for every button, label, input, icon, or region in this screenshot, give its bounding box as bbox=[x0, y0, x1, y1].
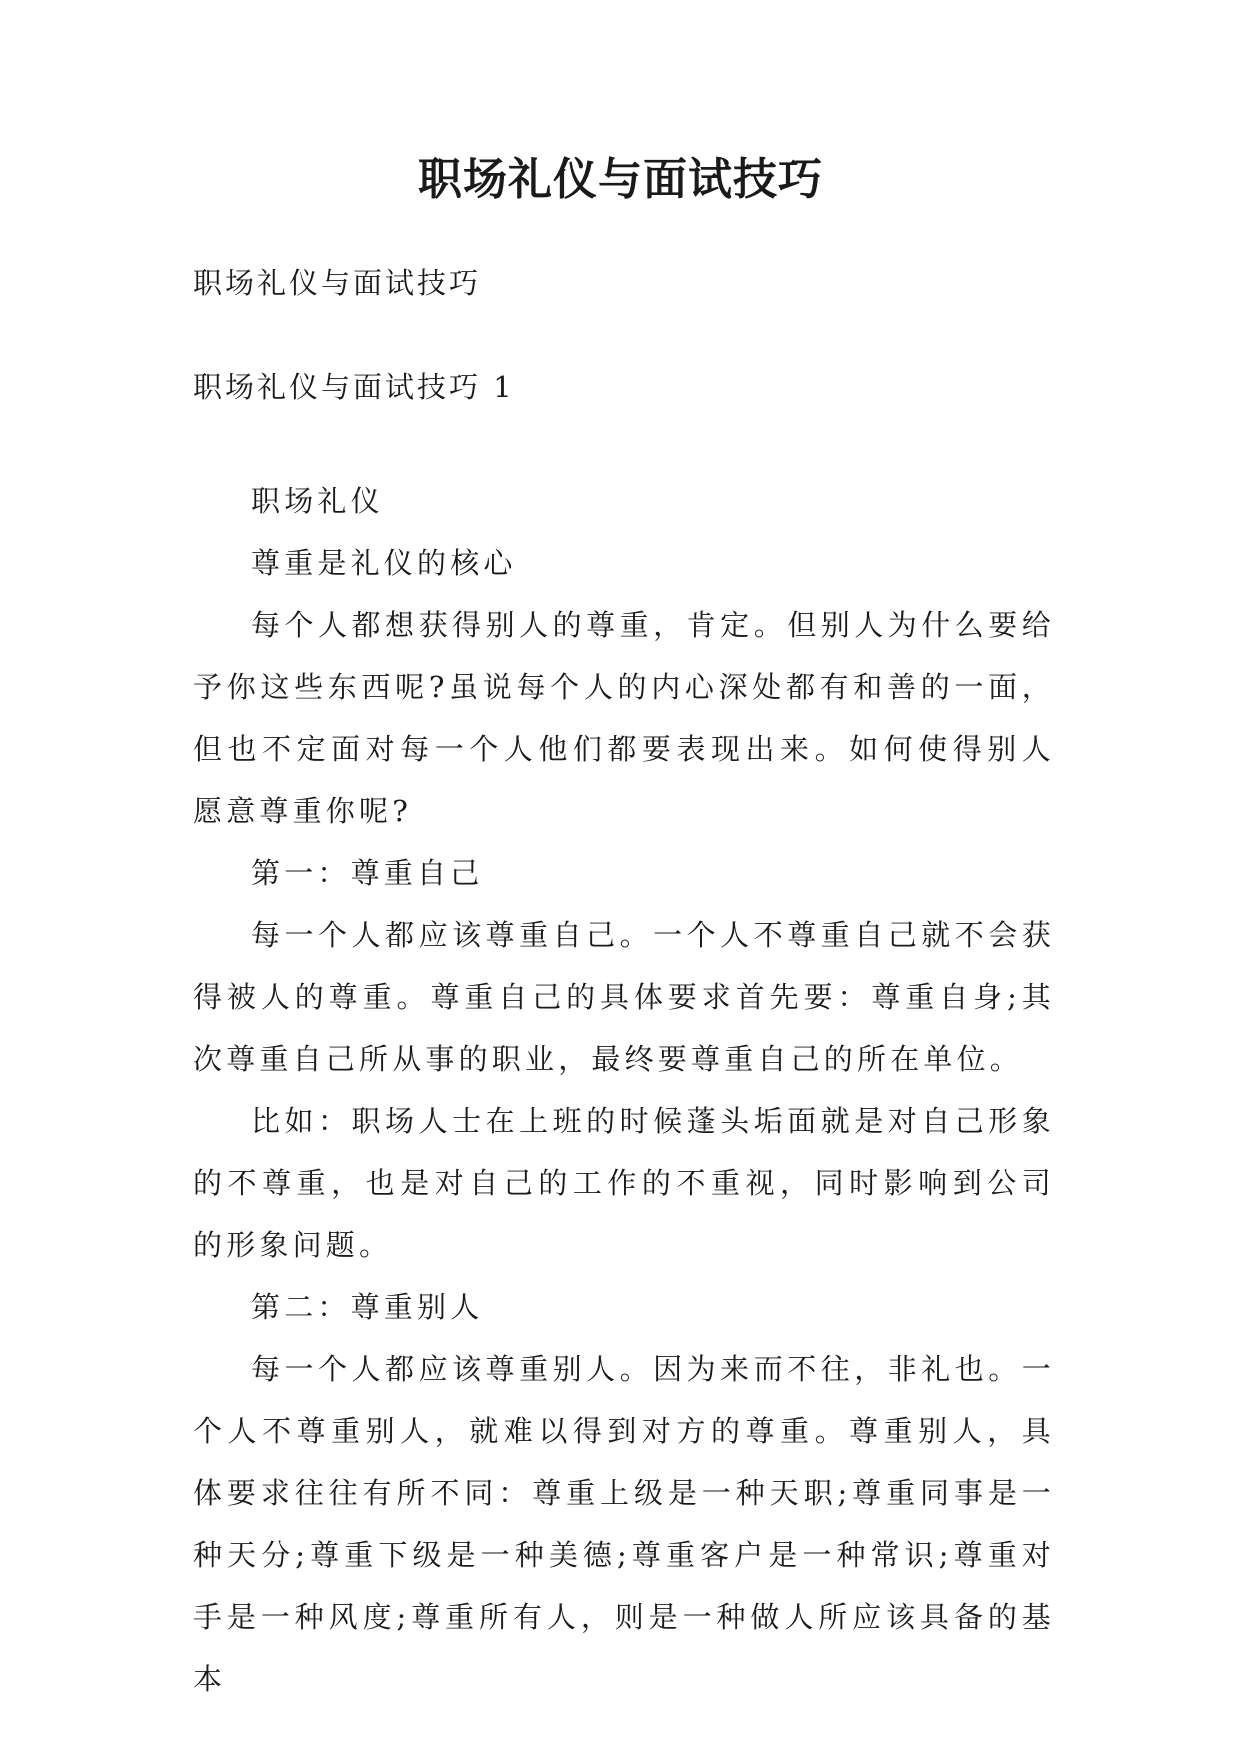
document-subtitle-block bbox=[193, 253, 1055, 313]
document-body bbox=[193, 470, 1055, 1710]
paragraph: 每一个人都应该尊重自己。一个人不尊重自己就不会获得被人的尊重。尊重自己的具体要求首先要：尊重自身;其次尊重自己所从事的职业，最终要尊重自己的所在单位。 bbox=[193, 918, 1055, 1076]
paragraph: 比如：职场人士在上班的时候蓬头垢面就是对自己形象的不尊重，也是对自己的工作的不重视，同时影响到公司的形象问题。 bbox=[193, 1104, 1055, 1262]
paragraph: 每一个人都应该尊重别人。因为来而不往，非礼也。一个人不尊重别人，就难以得到对方的尊重。尊重别人，具体要求往往有所不同：尊重上级是一种天职;尊重同事是一种天分;尊重下级是一种美德;尊重客户是一种常识;尊重对手是一种风度;尊重所有人，则是一种做人所应该具备的基本 bbox=[193, 1352, 1055, 1696]
section-heading-block bbox=[193, 357, 1055, 417]
paragraph: 职场礼仪 bbox=[251, 484, 384, 518]
paragraph: 尊重是礼仪的核心 bbox=[251, 546, 517, 580]
document-subtitle: 职场礼仪与面试技巧 bbox=[193, 266, 482, 300]
paragraph: 第一：尊重自己 bbox=[251, 856, 484, 890]
document-title: 职场礼仪与面试技巧 bbox=[418, 154, 823, 205]
paragraph: 每个人都想获得别人的尊重，肯定。但别人为什么要给予你这些东西呢?虽说每个人的内心深处都有和善的一面，但也不定面对每一个人他们都要表现出来。如何使得别人愿意尊重你呢? bbox=[193, 608, 1055, 828]
paragraph: 第二：尊重别人 bbox=[251, 1290, 484, 1324]
section-heading: 职场礼仪与面试技巧 1 bbox=[193, 370, 515, 404]
